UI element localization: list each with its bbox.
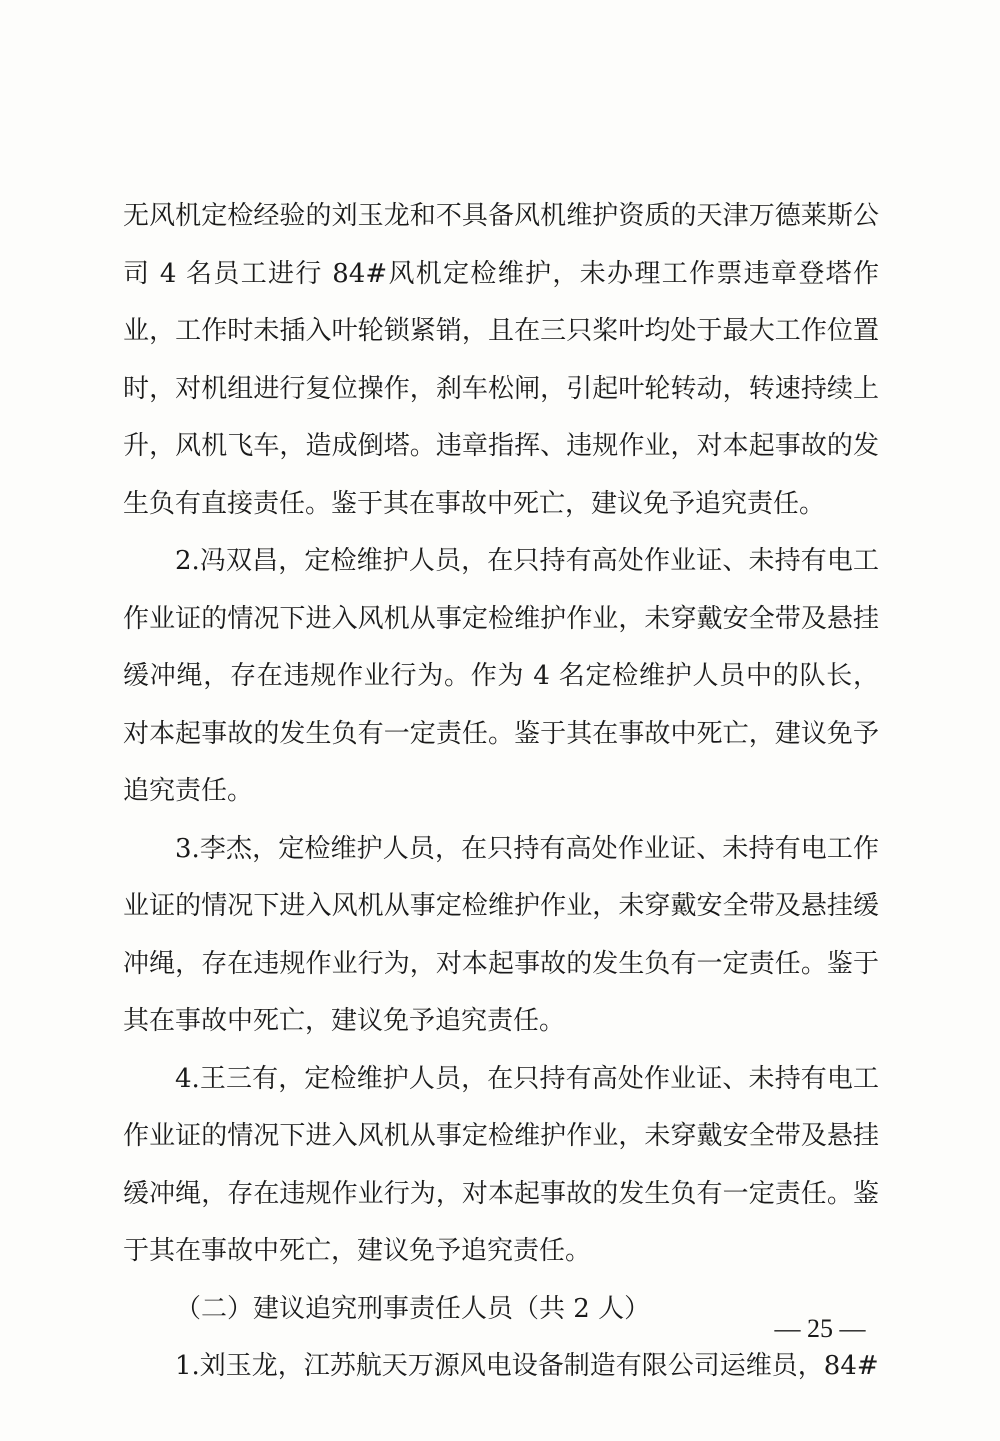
paragraph-item-2: 2.冯双昌，定检维护人员，在只持有高处作业证、未持有电工作业证的情况下进入风机从事定检维护作业，未穿戴安全带及悬挂缓冲绳，存在违规作业行为。作为 4 名定检维护人员中的队长，对本起事故的发生负有一定责任。鉴于其在事故中死亡，建议免予追究责任。 <box>123 546 879 806</box>
paragraph-item-4: 4.王三有，定检维护人员，在只持有高处作业证、未持有电工作业证的情况下进入风机从事定检维护作业，未穿戴安全带及悬挂缓冲绳，存在违规作业行为，对本起事故的发生负有一定责任。鉴于其在事故中死亡，建议免予追究责任。 <box>123 1063 879 1266</box>
paragraph-continuation: 无风机定检经验的刘玉龙和不具备风机维护资质的天津万德莱斯公司 4 名员工进行 84#风机定检维护，未办理工作票违章登塔作业，工作时未插入叶轮锁紧销，且在三只桨叶均处于最大工作位置时，对机组进行复位操作，刹车松闸，引起叶轮转动，转速持续上升，风机飞车，造成倒塔。违章指挥、违规作业，对本起事故的发生负有直接责任。鉴于其在事故中死亡，建议免予追究责任。 <box>123 201 879 519</box>
paragraph-criminal-item-1: 1.刘玉龙，江苏航天万源风电设备制造有限公司运维员，84# <box>175 1351 879 1381</box>
document-body <box>123 188 879 1396</box>
paragraph-item-3: 3.李杰，定检维护人员，在只持有高处作业证、未持有电工作业证的情况下进入风机从事定检维护作业，未穿戴安全带及悬挂缓冲绳，存在违规作业行为，对本起事故的发生负有一定责任。鉴于其在事故中死亡，建议免予追究责任。 <box>123 833 879 1036</box>
section-heading: （二）建议追究刑事责任人员（共 2 人） <box>175 1293 651 1324</box>
page-number: — 25 — <box>774 1314 866 1343</box>
